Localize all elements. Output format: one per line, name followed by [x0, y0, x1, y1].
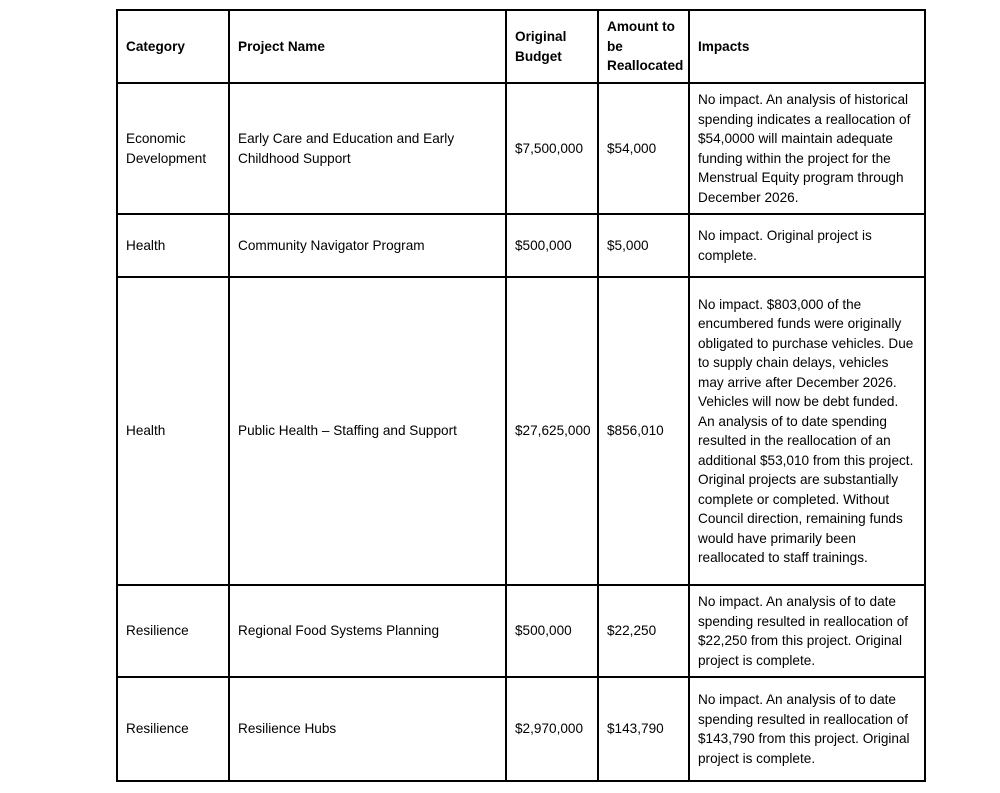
header-project-name: Project Name: [229, 10, 506, 83]
cell-category: Economic Development: [117, 83, 229, 214]
cell-project-name: Regional Food Systems Planning: [229, 585, 506, 677]
cell-project-name: Resilience Hubs: [229, 677, 506, 781]
table-row: [117, 277, 925, 585]
cell-amount-reallocated: $5,000: [598, 214, 689, 277]
cell-project-name: Community Navigator Program: [229, 214, 506, 277]
table-row: [117, 214, 925, 277]
cell-category: Health: [117, 277, 229, 585]
table-row: [117, 83, 925, 214]
cell-original-budget: $27,625,000: [506, 277, 598, 585]
cell-original-budget: $500,000: [506, 585, 598, 677]
table-row: [117, 677, 925, 781]
cell-amount-reallocated: $54,000: [598, 83, 689, 214]
header-row: [117, 10, 925, 83]
table-row: [117, 585, 925, 677]
cell-original-budget: $2,970,000: [506, 677, 598, 781]
cell-amount-reallocated: $22,250: [598, 585, 689, 677]
cell-impacts: No impact. Original project is complete.: [689, 214, 925, 277]
cell-impacts: No impact. $803,000 of the encumbered funds were originally obligated to purchase vehicles. Due to supply chain delays, vehicles may arrive after December 2026. Vehicles will now be debt funded. An analysis of to date spending resulted in the reallocation of an additional $53,010 from this project. Original projects are substantially complete or completed. Without Council direction, remaining funds would have primarily been reallocated to staff trainings.: [689, 277, 925, 585]
header-category: Category: [117, 10, 229, 83]
header-amount-reallocated: Amount to be Reallocated: [598, 10, 689, 83]
header-original-budget: Original Budget: [506, 10, 598, 83]
cell-original-budget: $500,000: [506, 214, 598, 277]
cell-project-name: Public Health – Staffing and Support: [229, 277, 506, 585]
cell-impacts: No impact. An analysis of to date spending resulted in reallocation of $143,790 from this project. Original project is complete.: [689, 677, 925, 781]
cell-original-budget: $7,500,000: [506, 83, 598, 214]
cell-project-name: Early Care and Education and Early Childhood Support: [229, 83, 506, 214]
cell-category: Resilience: [117, 585, 229, 677]
cell-category: Health: [117, 214, 229, 277]
cell-amount-reallocated: $143,790: [598, 677, 689, 781]
cell-amount-reallocated: $856,010: [598, 277, 689, 585]
reallocation-table: [116, 9, 926, 782]
cell-category: Resilience: [117, 677, 229, 781]
cell-impacts: No impact. An analysis of historical spending indicates a reallocation of $54,0000 will maintain adequate funding within the project for the Menstrual Equity program through December 2026.: [689, 83, 925, 214]
header-impacts: Impacts: [689, 10, 925, 83]
cell-impacts: No impact. An analysis of to date spending resulted in reallocation of $22,250 from this project. Original project is complete.: [689, 585, 925, 677]
